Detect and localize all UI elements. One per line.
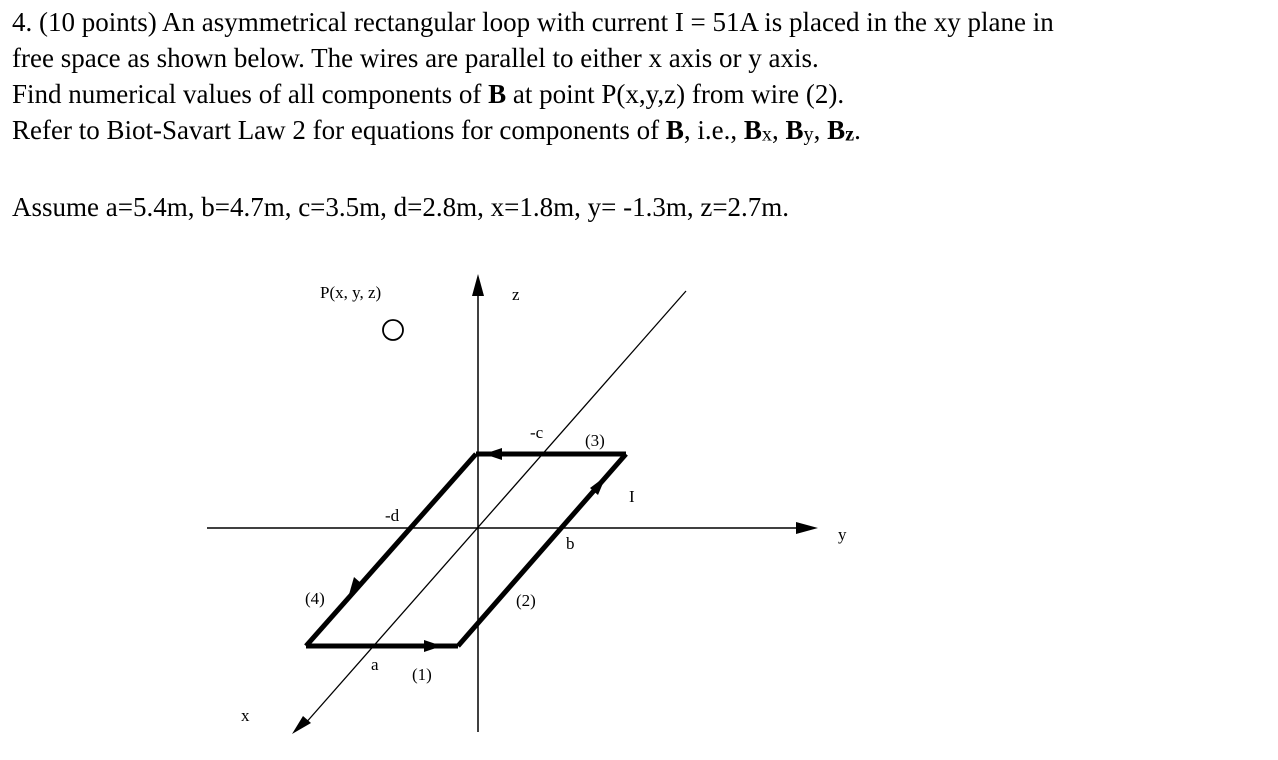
line3-text-pre: Find numerical values of all components of (12, 79, 489, 109)
problem-line-2: free space as shown below. The wires are parallel to either x axis or y axis. (12, 43, 819, 73)
line3-text-post: at point P(x,y,z) from wire (2). (506, 79, 845, 109)
label-a: a (371, 655, 379, 674)
wire-4 (306, 454, 476, 646)
current-label: I (629, 487, 635, 506)
wire-4-label: (4) (305, 589, 325, 608)
label-neg-d: -d (385, 506, 400, 525)
z-axis-arrowhead (472, 274, 484, 296)
label-b: b (566, 534, 575, 553)
label-neg-c: -c (530, 423, 544, 442)
field-symbol-b: B (488, 79, 507, 109)
x-axis (304, 291, 686, 725)
problem-line-1: 4. (10 points) An asymmetrical rectangular loop with current I = 51A is placed in the xy plane in (12, 7, 1054, 37)
assumptions: Assume a=5.4m, b=4.7m, c=3.5m, d=2.8m, x=1.8m, y= -1.3m, z=2.7m. (12, 191, 790, 222)
wire-1-arrow (424, 640, 442, 652)
wire-3-arrow (484, 448, 502, 460)
point-p-label: P(x, y, z) (320, 283, 382, 302)
point-p-marker (383, 320, 403, 340)
line4-text-pre: Refer to Biot-Savart Law 2 for equations for components of (12, 115, 666, 145)
wire-3-label: (3) (585, 431, 605, 450)
bz-letter: B (827, 115, 846, 145)
separator-2: , (813, 115, 828, 145)
bx-subscript: x (761, 123, 772, 146)
bx-letter: B (743, 115, 762, 145)
y-axis-label: y (838, 525, 847, 544)
by-subscript: y (803, 123, 814, 146)
wire-1-label: (1) (412, 665, 432, 684)
field-symbol-b-2: B (665, 115, 684, 145)
line4-end: . (854, 115, 861, 145)
separator-1: , (771, 115, 786, 145)
line4-text-mid: , i.e., (683, 115, 744, 145)
wire-2-label: (2) (516, 591, 536, 610)
bz-subscript: z (845, 123, 855, 146)
x-axis-label: x (241, 706, 250, 725)
by-letter: B (785, 115, 804, 145)
y-axis-arrowhead (796, 522, 818, 534)
x-axis-arrowhead (292, 716, 311, 734)
z-axis-label: z (512, 285, 520, 304)
